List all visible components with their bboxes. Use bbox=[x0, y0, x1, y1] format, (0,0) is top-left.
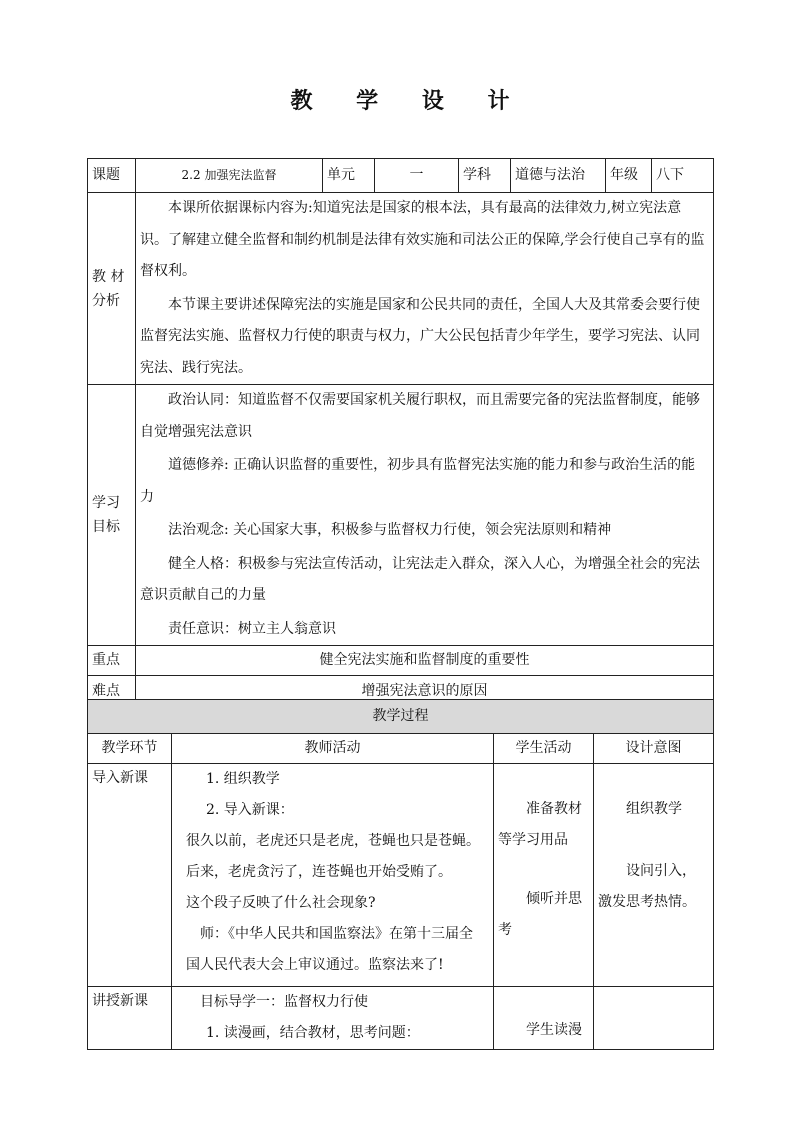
column-header-teacher: 教师活动 bbox=[172, 734, 494, 764]
header-row bbox=[88, 159, 714, 193]
teacher-line: 国人民代表大会上审议通过。监察法来了! bbox=[186, 957, 444, 973]
teacher-line: 很久以前，老虎还只是老虎，苍蝇也只是苍蝇。 bbox=[186, 833, 480, 849]
teacher-activity-cell bbox=[172, 764, 494, 987]
column-header-student: 学生活动 bbox=[494, 734, 594, 764]
unit-label: 单元 bbox=[323, 159, 375, 193]
student-line: 等学习用品 bbox=[498, 832, 568, 848]
objective-item: 责任意识：树立主人翁意识 bbox=[168, 620, 336, 637]
process-column-headers bbox=[88, 734, 714, 764]
column-header-stage: 教学环节 bbox=[88, 734, 172, 764]
process-section-title: 教学过程 bbox=[88, 700, 714, 734]
document-title: 教 学 设 计 bbox=[290, 88, 528, 114]
grade-value: 八下 bbox=[652, 159, 714, 193]
student-line: 倾听并思 bbox=[526, 891, 582, 907]
student-activity-cell bbox=[494, 987, 594, 1050]
student-activity-cell bbox=[494, 764, 594, 987]
intent-line: 设问引入， bbox=[626, 863, 696, 879]
teacher-line: 目标导学一：监督权力行使 bbox=[200, 994, 368, 1010]
objective-item: 道德修养: 正确认识监督的重要性，初步具有监督宪法实施的能力和参与政治生活的能力 bbox=[140, 457, 696, 505]
analysis-row bbox=[88, 193, 714, 385]
objective-item: 法治观念: 关心国家大事，积极参与监督权力行使，领会宪法原则和精神 bbox=[168, 522, 612, 538]
grade-label: 年级 bbox=[606, 159, 652, 193]
teacher-line: 后来，老虎贪污了，连苍蝇也开始受贿了。 bbox=[186, 864, 452, 880]
analysis-label: 教 材 分析 bbox=[88, 193, 136, 385]
topic-label: 课题 bbox=[88, 159, 136, 193]
key-point-value: 健全宪法实施和监督制度的重要性 bbox=[136, 646, 714, 676]
key-point-row bbox=[88, 646, 714, 676]
subject-value: 道德与法治 bbox=[511, 159, 606, 193]
difficulty-label: 难点 bbox=[88, 676, 136, 708]
stage-cell: 讲授新课 bbox=[88, 987, 172, 1050]
topic-value: 2.2 加强宪法监督 bbox=[136, 159, 323, 193]
design-intent-cell bbox=[594, 987, 714, 1050]
process-row-intro bbox=[88, 764, 714, 987]
teacher-line: 1. 组织教学 bbox=[206, 771, 280, 787]
student-line: 考 bbox=[498, 922, 512, 938]
student-line: 准备教材 bbox=[526, 801, 582, 817]
teacher-line: 这个段子反映了什么社会现象? bbox=[186, 895, 376, 911]
key-point-label: 重点 bbox=[88, 646, 136, 676]
objective-item: 政治认同：知道监督不仅需要国家机关履行职权，而且需要完备的宪法监督制度，能够自觉增强宪法意识 bbox=[140, 392, 700, 440]
teacher-line: 1. 读漫画，结合教材，思考问题： bbox=[206, 1025, 420, 1041]
teaching-process-table bbox=[87, 699, 714, 1050]
stage-cell: 导入新课 bbox=[88, 764, 172, 987]
lesson-info-table bbox=[87, 158, 714, 708]
teacher-line: 师：《中华人民共和国监察法》在第十三届全 bbox=[200, 926, 473, 942]
teacher-line: 2. 导入新课： bbox=[206, 802, 294, 818]
column-header-intent: 设计意图 bbox=[594, 734, 714, 764]
analysis-content bbox=[136, 193, 714, 385]
objective-item: 健全人格：积极参与宪法宣传活动，让宪法走入群众，深入人心，为增强全社会的宪法意识贡献自己的力量 bbox=[140, 555, 700, 603]
difficulty-value: 增强宪法意识的原因 bbox=[136, 676, 714, 708]
subject-label: 学科 bbox=[459, 159, 511, 193]
analysis-paragraph: 本节课主要讲述保障宪法的实施是国家和公民共同的责任，全国人大及其常委会要行使监督宪法实施、监督权力行使的职责与权力，广大公民包括青少年学生，要学习宪法、认同宪法、践行宪法。 bbox=[140, 296, 700, 376]
analysis-paragraph: 本课所依据课标内容为:知道宪法是国家的根本法，具有最高的法律效力,树立宪法意识。了解建立健全监督和制约机制是法律有效实施和司法公正的保障,学会行使自己享有的监督权利。 bbox=[140, 200, 705, 279]
objectives-content bbox=[136, 385, 714, 646]
objectives-row bbox=[88, 385, 714, 646]
unit-value: 一 bbox=[375, 159, 459, 193]
process-row-lecture bbox=[88, 987, 714, 1050]
intent-line: 组织教学 bbox=[626, 801, 682, 817]
teacher-activity-cell bbox=[172, 987, 494, 1050]
design-intent-cell bbox=[594, 764, 714, 987]
process-title-row bbox=[88, 700, 714, 734]
objectives-label: 学习 目标 bbox=[88, 385, 136, 646]
intent-line: 激发思考热情。 bbox=[598, 894, 696, 910]
student-line: 学生读漫 bbox=[526, 1022, 582, 1038]
